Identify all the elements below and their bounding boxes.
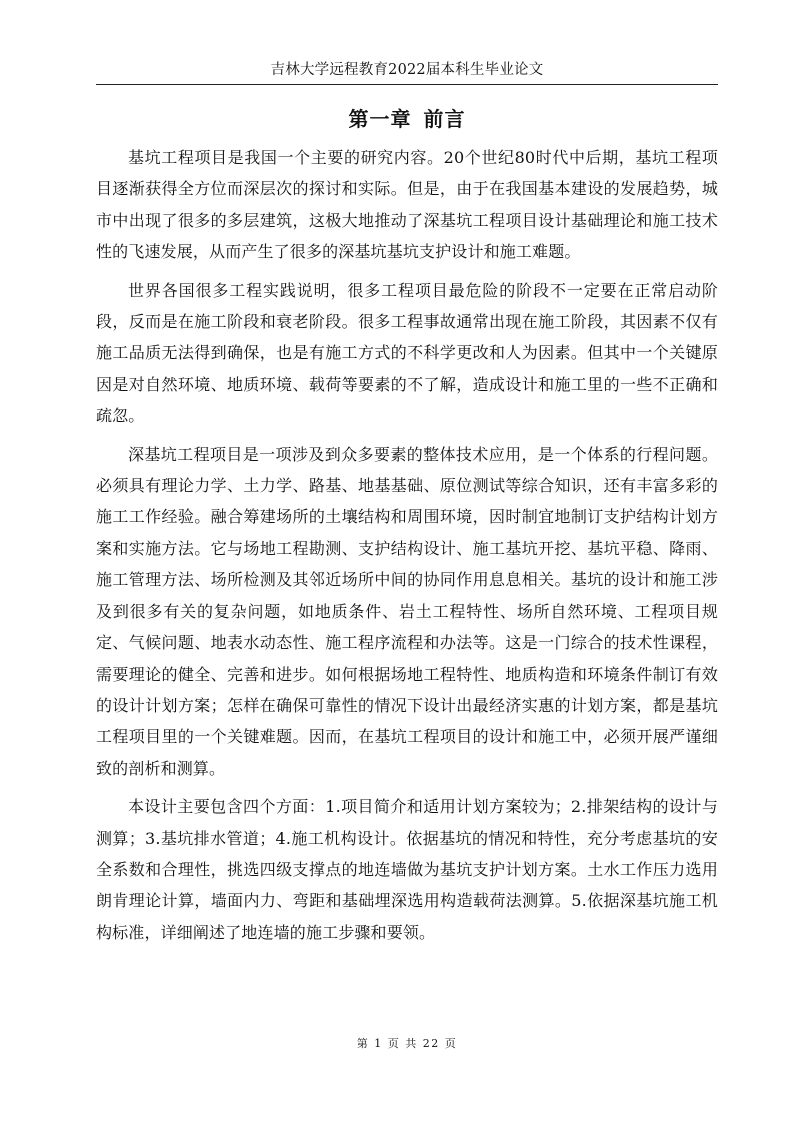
header-rule [96, 84, 718, 85]
page-footer: 第 1 页 共 22 页 [356, 1037, 458, 1050]
chapter-title [96, 103, 718, 132]
running-header: 吉林大学远程教育2022届本科生毕业论文 [270, 62, 544, 78]
paragraph-1: 基坑工程项目是我国一个主要的研究内容。20个世纪80时代中后期，基坑工程项目逐渐获得全方位而深层次的探讨和实际。但是，由于在我国基本建设的发展趋势，城市中出现了很多的多层建筑，这极大地推动了深基坑工程项目设计基础理论和施工技术性的飞速发展，从而产生了很多的深基坑基坑支护设计和施工难题。 [96, 148, 718, 262]
chapter-name: 前言 [423, 107, 466, 131]
body-text [96, 142, 718, 948]
paragraph-4: 本设计主要包含四个方面：1.项目简介和适用计划方案较为；2.排架结构的设计与测算；3.基坑排水管道；4.施工机构设计。依据基坑的情况和特性，充分考虑基坑的安全系数和合理性，挑选四级支撑点的地连墙做为基坑支护计划方案。土水工作压力选用朗肯理论计算，墙面内力、弯距和基础埋深选用构造载荷法测算。5.依据深基坑施工机构标准，详细阐述了地连墙的施工步骤和要领。 [96, 797, 718, 942]
paragraph-2: 世界各国很多工程实践说明，很多工程项目最危险的阶段不一定要在正常启动阶段，反而是在施工阶段和衰老阶段。很多工程事故通常出现在施工阶段，其因素不仅有施工品质无法得到确保，也是有施工方式的不科学更改和人为因素。但其中一个关键原因是对自然环境、地质环境、载荷等要素的不了解，造成设计和施工里的一些不正确和疏忽。 [96, 280, 718, 426]
paragraph-3: 深基坑工程项目是一项涉及到众多要素的整体技术应用，是一个体系的行程问题。必须具有理论力学、土力学、路基、地基基础、原位测试等综合知识，还有丰富多彩的施工工作经验。融合筹建场所的土壤结构和周围环境，因时制宜地制订支护结构计划方案和实施方法。它与场地工程勘测、支护结构设计、施工基坑开挖、基坑平稳、降雨、施工管理方法、场所检测及其邻近场所中间的协同作用息息相关。基坑的设计和施工涉及到很多有关的复杂问题，如地质条件、岩土工程特性、场所自然环境、工程项目规定、气候问题、地表水动态性、施工程序流程和办法等。这是一门综合的技术性课程，需要理论的健全、完善和进步。如何根据场地工程特性、地质构造和环境条件制订有效的设计计划方案；怎样在确保可靠性的情况下设计出最经济实惠的计划方案，都是基坑工程项目里的一个关键难题。因而，在基坑工程项目的设计和施工中，必须开展严谨细致的剖析和测算。 [96, 444, 718, 778]
chapter-number: 第一章 [348, 107, 412, 131]
